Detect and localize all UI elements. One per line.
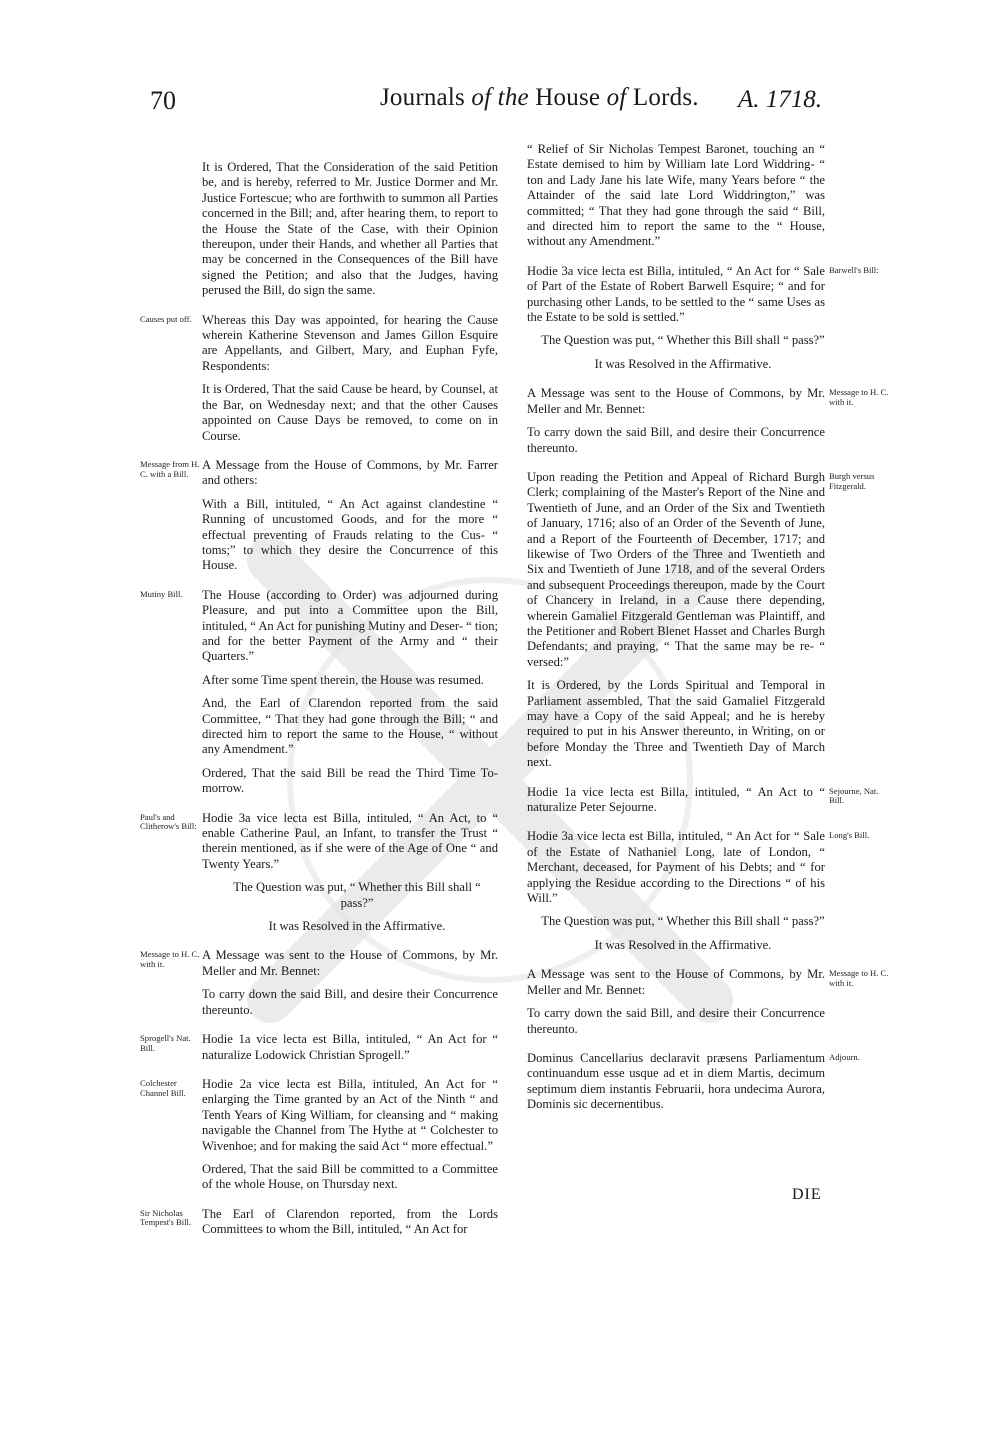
paragraph: A Message was sent to the House of Commons, by Mr. Meller and Mr. Bennet:: [527, 386, 825, 416]
paragraph: “ Relief of Sir Nicholas Tempest Baronet, touching an “ Estate demised to him by William late Lord Widdring- “ ton and Lady Jane his late Wife, many Years before “ the Attainder of the said late Lord Widdrington,” was committed; “ That they had gone through the said “ Bill, and directed him to report the same to the “ House, without any Amendment.”: [527, 142, 825, 249]
paragraph: To carry down the said Bill, and desire their Concurrence thereunto.: [202, 987, 498, 1017]
paragraph: The Question was put, “ Whether this Bill shall “ pass?”: [541, 914, 825, 929]
entry-burgh-appeal: [527, 469, 875, 771]
margin-note: Sejourne, Nat. Bill.: [829, 785, 879, 806]
paragraph: Hodie 3a vice lecta est Billa, intituled, “ An Act, to “ enable Catherine Paul, an Infant, to transfer the Trust “ therein mentioned, as if she were of the Age of One “ and Twenty Years.”: [202, 810, 498, 871]
margin-note: Mutiny Bill.: [140, 588, 183, 599]
paragraph: And, the Earl of Clarendon reported from the said Committee, “ That they had gone through the Bill; “ and directed him to report the same to the House, “ without any Amendment.”: [202, 696, 498, 757]
paragraph: The Question was put, “ Whether this Bill shall “ pass?”: [233, 880, 481, 910]
entry-causes-put-off: [140, 312, 498, 444]
entry-long-bill: [527, 829, 870, 953]
margin-note: Barwell's Bill:: [829, 264, 879, 275]
entry-adjournment: [527, 1050, 860, 1113]
paragraph: It is Ordered, by the Lords Spiritual and Temporal in Parliament assembled, That the said Gamaliel Fitzgerald may have a Copy of the said Appeal; and he is hereby required to put in his Answer thereunto, in Writing, on or before Monday the Three and Twentieth Day of March next.: [527, 678, 825, 770]
paragraph: The Question was put, “ Whether this Bill shall “ pass?”: [541, 333, 825, 348]
running-title: Journals of the House of Lords.: [380, 84, 699, 111]
entry-tempest-bill: [140, 1206, 498, 1238]
paragraph: A Message was sent to the House of Commons, by Mr. Meller and Mr. Bennet:: [527, 967, 825, 997]
margin-note: Sprogell's Nat. Bill.: [140, 1033, 191, 1053]
margin-note: Long's Bill.: [829, 830, 870, 841]
year-heading: A. 1718.: [738, 86, 823, 113]
left-column: [140, 160, 499, 1252]
margin-note: Sir Nicholas Tempest's Bill.: [140, 1207, 192, 1228]
paragraph: It was Resolved in the Affirmative.: [594, 356, 772, 371]
paragraph: It was Resolved in the Affirmative.: [268, 919, 446, 934]
catchword: DIE: [792, 1186, 822, 1203]
paragraph: Hodie 1a vice lecta est Billa, intituled, “ An Act to “ naturalize Peter Sejourne.: [527, 784, 825, 815]
paragraph: Ordered, That the said Bill be read the Third Time To-morrow.: [202, 765, 498, 796]
paragraph: Dominus Cancellarius declaravit præsens Parliamentum continuandum esse usque ad et in diem Martis, decimum septimum diem instantis Februarii, hora undecima Aurora, Dominis sic decernentibus.: [527, 1050, 825, 1112]
paragraph: It was Resolved in the Affirmative.: [594, 937, 772, 952]
entry-sejourne-bill: [527, 784, 879, 816]
margin-note: Message from H. C. with a Bill.: [140, 458, 200, 479]
paragraph: With a Bill, intituled, “ An Act against clandestine “ Running of uncustomed Goods, and for the more “ effectual preventing of Frauds relating to the Cus- “ toms;” to which they desire the Concurrence of this House.: [202, 496, 498, 573]
running-header: [0, 82, 992, 122]
margin-note: Paul's and Clitherow's Bill:: [140, 811, 197, 832]
paragraph: After some Time spent therein, the House was resumed.: [202, 672, 484, 687]
entry-barwell-bill: [527, 263, 879, 372]
paragraph: Ordered, That the said Bill be committed to a Committee of the whole House, on Thursday next.: [202, 1161, 498, 1192]
margin-note: Colchester Channel Bill.: [140, 1077, 186, 1098]
entry-petition-order: [202, 160, 498, 299]
paragraph: The Earl of Clarendon reported, from the Lords Committees to whom the Bill, intituled, “ An Act for: [202, 1206, 498, 1237]
paragraph: A Message from the House of Commons, by Mr. Farrer and others:: [202, 457, 498, 488]
entry-colchester-bill: [140, 1076, 498, 1193]
margin-note: Message to H. C. with it.: [140, 949, 200, 970]
paragraph: Upon reading the Petition and Appeal of Richard Burgh Clerk; complaining of the Master's Report of the Nine and Twentieth of June, and an Order of the Six and Twentieth of January, 1716; also of an Order of the Seventh of June, and a Report of the Fourteenth of December, 1717; and likewise of Two Orders of the Three and Twentieth and Six and Twentieth of June 1718, and of the several Orders and subsequent Proceedings thereupon, made by the Court of Chancery in Ireland, in a Cause there depending, wherein Gamaliel Fitzgerald Gentleman was Plaintiff, and the Petitioner and Robert Blenet Hasset and Charles Burgh Defendants; and praying, “ That the same may be re- “ versed:”: [527, 469, 825, 669]
entry-mutiny-bill: [140, 587, 499, 797]
paragraph: Whereas this Day was appointed, for hearing the Cause wherein Katherine Stevenson and James Gillon Esquire are Appellants, and Gilbert, Mary, and Euphan Fyfe, Respondents:: [202, 312, 498, 373]
paragraph: Hodie 2a vice lecta est Billa, intituled, An Act for “ enlarging the Time granted by an Act of the Ninth “ and Tenth Years of King William, for cleansing and “ making navigable the Channel from The Hythe at “ Colchester to Wivenhoe; and for making the said Act “ more effectual.”: [202, 1076, 498, 1153]
paragraph: The House (according to Order) was adjourned during Pleasure, and put into a Committee upon the Bill, intituled, “ An Act for punishing Mutiny and Deser- “ tion; and for the better Payment of the Army and “ their Quarters.”: [202, 587, 499, 664]
margin-note: Burgh versus Fitzgerald.: [829, 470, 875, 491]
entry-tempest-continued: [527, 142, 825, 250]
entry-message-to-commons: [140, 948, 498, 1018]
entry-pauls-bill: [140, 810, 498, 935]
margin-note: Causes put off.: [140, 313, 192, 324]
margin-note: Adjourn.: [829, 1051, 860, 1062]
entry-message-to-commons-1: [527, 386, 889, 456]
paragraph: Hodie 3a vice lecta est Billa, intituled, “ An Act for “ Sale of the Estate of Nathaniel Long, late of London, “ Merchant, deceased, for Payment of his Debts; and “ for applying the Residue according to the Directions “ of his Will.”: [527, 829, 825, 906]
entry-message-from-commons: [140, 457, 498, 574]
paragraph: It is Ordered, That the Consideration of the said Petition be, and is hereby, referred to Mr. Justice Dormer and Mr. Justice Fortescue; who are forthwith to summon all Parties concerned in the Bill; and, after hearing them, to report to the House the State of the Case, with their Opinion thereupon, under their Hands, and whether all Parties that may be concerned in the Consequences of the Bill have signed the Petition; and also that the Judges, having perused the Bill, do sign the same.: [202, 160, 498, 298]
entry-message-to-commons-2: [527, 967, 889, 1037]
entry-sprogell-bill: [140, 1032, 498, 1063]
paragraph: Hodie 3a vice lecta est Billa, intituled, “ An Act for “ Sale of Part of the Estate of Robert Barwell Esquire; “ and for purchasing other Lands, to be settled to the “ same Uses as the Estate to be sold is settled.”: [527, 263, 825, 325]
right-column: [527, 142, 889, 1127]
margin-note: Message to H. C. with it.: [829, 968, 889, 988]
paragraph: Hodie 1a vice lecta est Billa, intituled, “ An Act for “ naturalize Lodowick Christian Sprogell.”: [202, 1032, 498, 1062]
page-number: 70: [150, 86, 176, 115]
paragraph: To carry down the said Bill, and desire their Concurrence thereunto.: [527, 425, 825, 455]
paragraph: It is Ordered, That the said Cause be heard, by Counsel, at the Bar, on Wednesday next; and that the other Causes appointed on Cause Days be removed, to come on in Course.: [202, 382, 498, 443]
margin-note: Message to H. C. with it.: [829, 387, 889, 407]
paragraph: To carry down the said Bill, and desire their Concurrence thereunto.: [527, 1006, 825, 1036]
paragraph: A Message was sent to the House of Commons, by Mr. Meller and Mr. Bennet:: [202, 948, 498, 978]
